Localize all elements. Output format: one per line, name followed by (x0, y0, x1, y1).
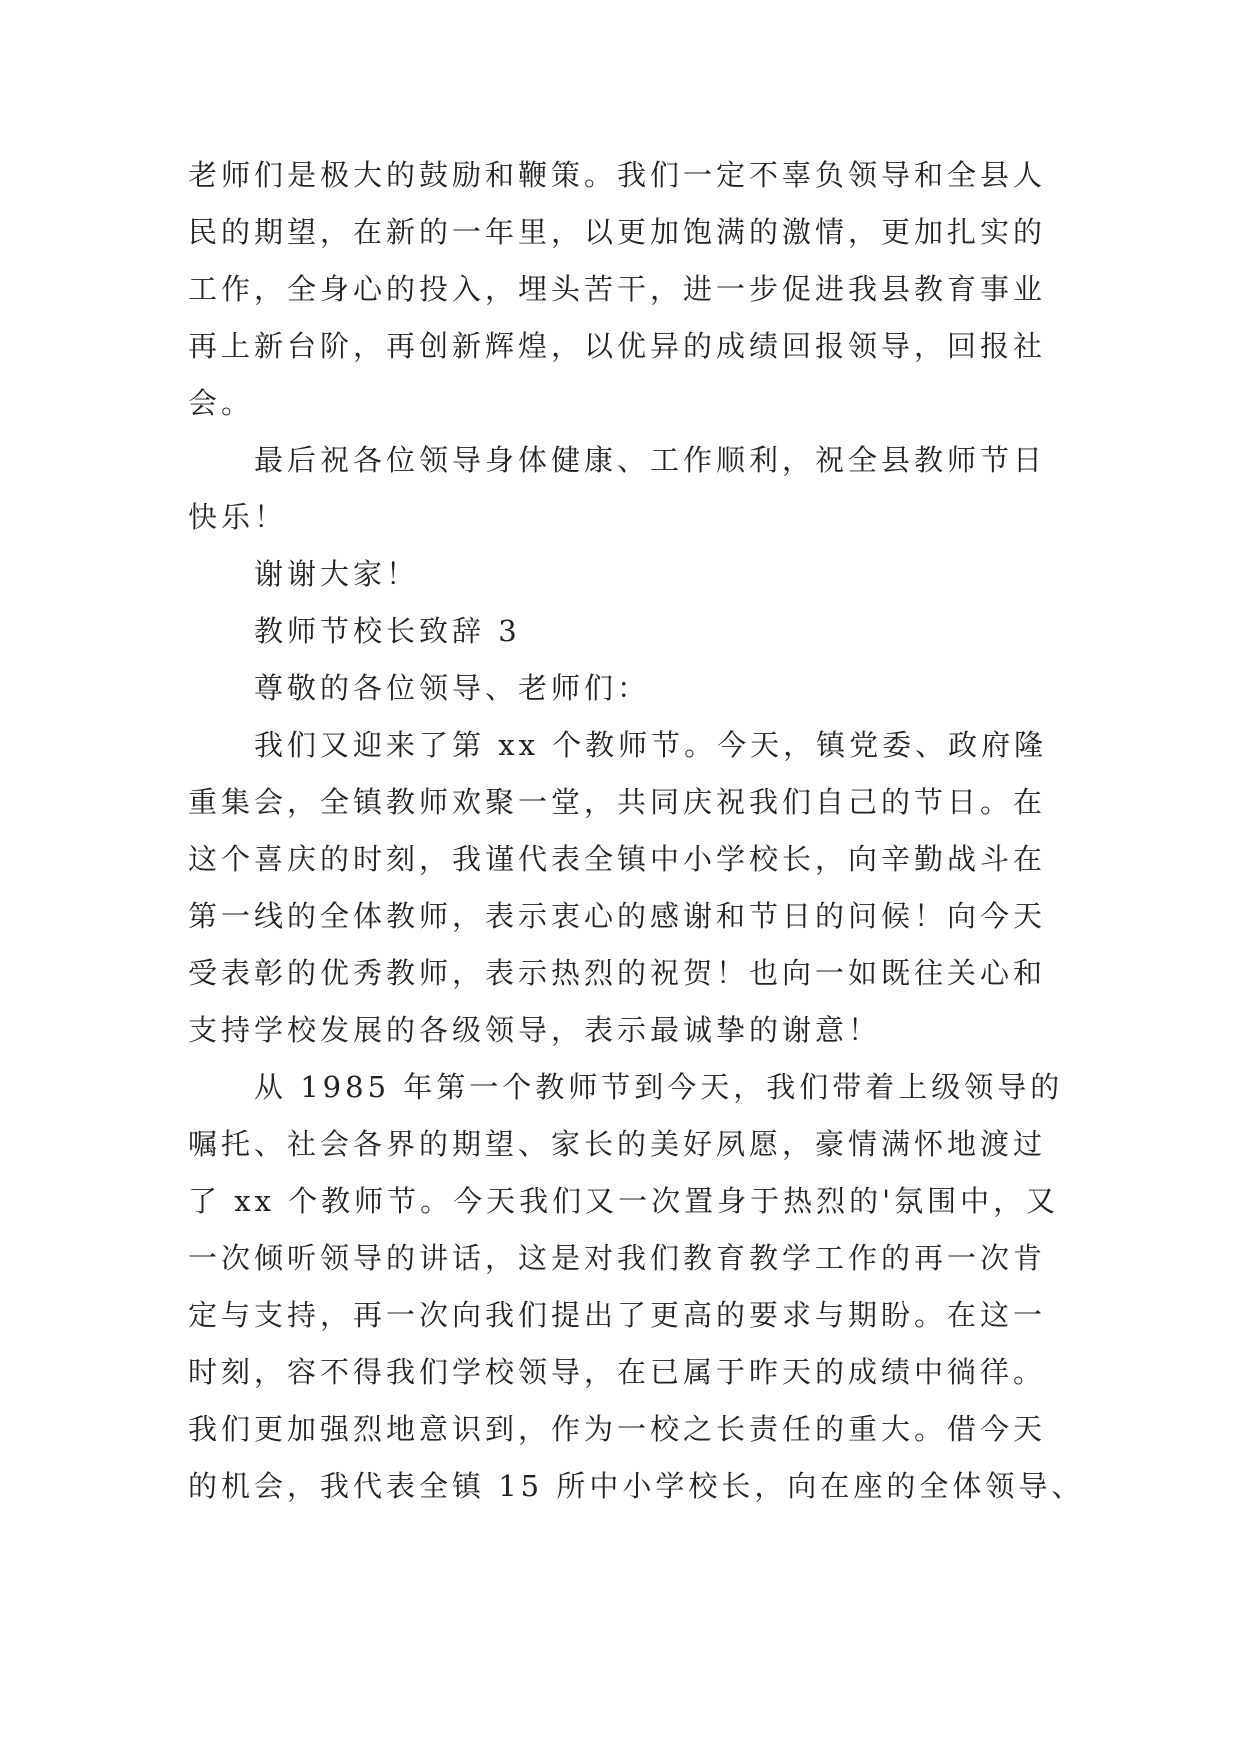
text-line: 重集会，全镇教师欢聚一堂，共同庆祝我们自己的节日。在 (188, 785, 1047, 819)
text-line: 定与支持，再一次向我们提出了更高的要求与期盼。在这一 (188, 1298, 1047, 1332)
text-line: 老师们是极大的鼓励和鞭策。我们一定不辜负领导和全县人 (188, 158, 1047, 192)
text-line: 会。 (188, 386, 255, 420)
text-line: 最后祝各位领导身体健康、工作顺利，祝全县教师节日 (254, 443, 1047, 477)
text-line: 我们又迎来了第 xx 个教师节。今天，镇党委、政府隆 (254, 728, 1048, 762)
text-line: 这个喜庆的时刻，我谨代表全镇中小学校长，向辛勤战斗在 (188, 842, 1047, 876)
text-line: 一次倾听领导的讲话，这是对我们教育教学工作的再一次肯 (188, 1241, 1047, 1275)
text-line: 受表彰的优秀教师，表示热烈的祝贺！也向一如既往关心和 (188, 956, 1047, 990)
text-line: 快乐！ (188, 500, 288, 534)
text-line: 的机会，我代表全镇 15 所中小学校长，向在座的全体领导、 (188, 1469, 1085, 1503)
document-body (188, 156, 1085, 1524)
text-line: 再上新台阶，再创新辉煌，以优异的成绩回报领导，回报社 (188, 329, 1047, 363)
text-line: 教师节校长致辞 3 (254, 614, 521, 648)
text-line: 谢谢大家！ (254, 557, 420, 591)
text-line: 时刻，容不得我们学校领导，在已属于昨天的成绩中徜徉。 (188, 1355, 1047, 1389)
text-line: 从 1985 年第一个教师节到今天，我们带着上级领导的 (254, 1070, 1064, 1104)
text-line: 我们更加强烈地意识到，作为一校之长责任的重大。借今天 (188, 1412, 1047, 1446)
text-line: 支持学校发展的各级领导，表示最诚挚的谢意！ (188, 1013, 882, 1047)
text-line: 了 xx 个教师节。今天我们又一次置身于热烈的'氛围中，又 (188, 1184, 1060, 1218)
text-line: 民的期望，在新的一年里，以更加饱满的激情，更加扎实的 (188, 215, 1047, 249)
text-line: 嘱托、社会各界的期望、家长的美好夙愿，豪情满怀地渡过 (188, 1127, 1047, 1161)
text-line: 尊敬的各位领导、老师们： (254, 671, 651, 705)
text-line: 工作，全身心的投入，埋头苦干，进一步促进我县教育事业 (188, 272, 1047, 306)
text-line: 第一线的全体教师，表示衷心的感谢和节日的问候！向今天 (188, 899, 1047, 933)
